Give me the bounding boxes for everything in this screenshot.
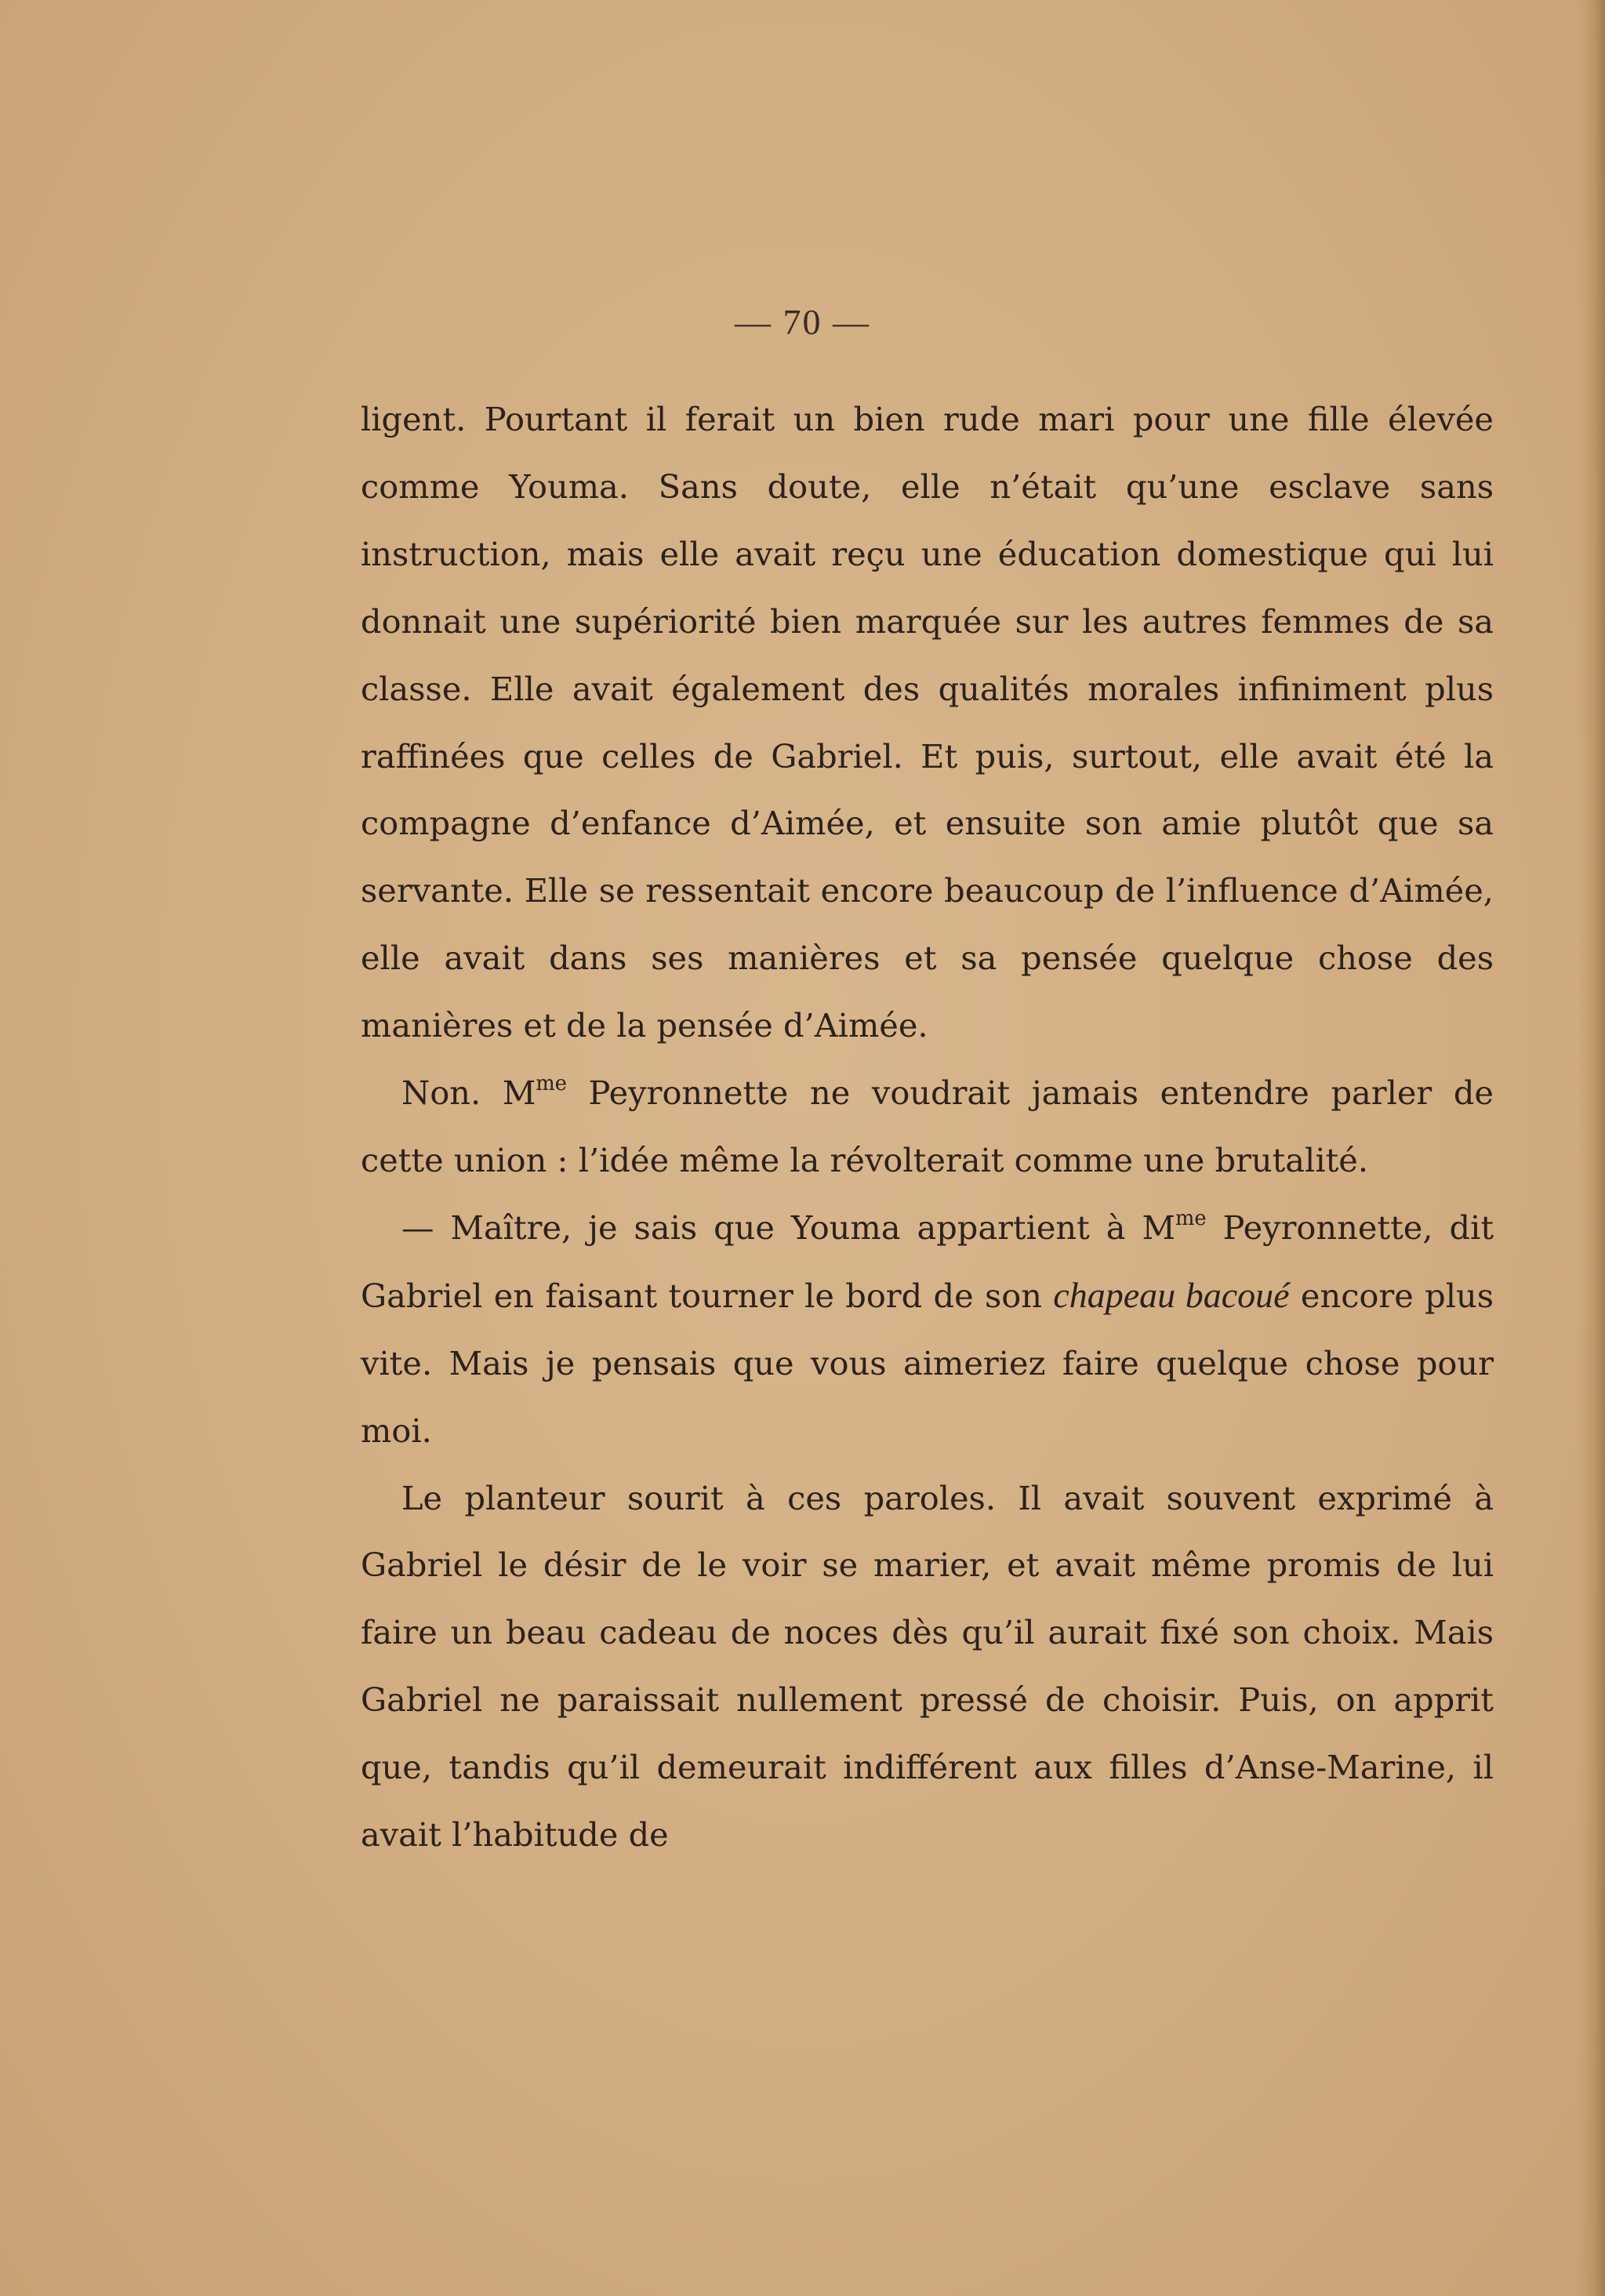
paragraph-2 — [361, 1059, 1494, 1194]
paragraph-3 — [361, 1194, 1494, 1465]
body-text — [361, 386, 1494, 1869]
paragraph-2-part-2: Peyronnette ne voudrait jamais entendre parler de cette union : l’idée même la révolterait comme une brutalité. — [361, 1074, 1494, 1179]
paragraph-1: ligent. Pourtant il ferait un bien rude mari pour une fille élevée comme Youma. Sans doute, elle n’était qu’une esclave sans instruction, mais elle avait reçu une éducation domestique qui lui donnait une supériorité bien marquée sur les autres femmes de sa classe. Elle avait également des qualités morales infiniment plus raffinées que celles de Gabriel. Et puis, surtout, elle avait été la compagne d’enfance d’Aimée, et ensuite son amie plutôt que sa servante. Elle se ressentait encore beaucoup de l’influence d’Aimée, elle avait dans ses manières et sa pensée quelque chose des manières et de la pensée d’Aimée. — [361, 400, 1494, 1045]
paragraph-3-part-2: Peyronnette, dit Gabriel en faisant tourner le bord de son — [361, 1208, 1494, 1315]
paragraph-4: Le planteur sourit à ces paroles. Il avait souvent exprimé à Gabriel le désir de le voir se marier, et avait même promis de lui faire un beau cadeau de noces dès qu’il aurait fixé son choix. Mais Gabriel ne paraissait nullement pressé de choisir. Puis, on apprit que, tandis qu’il demeurait indifférent aux filles d’Anse-Marine, il avait l’habitude de — [361, 1478, 1494, 1855]
paragraph-3-part-3: encore plus vite. Mais je pensais que vous aimeriez faire quelque chose pour moi. — [361, 1276, 1494, 1450]
paragraph-3-part-1: — Maître, je sais que Youma appartient à M — [401, 1208, 1175, 1247]
page-number: — 70 — — [735, 302, 870, 342]
paragraph-2-superscript: me — [536, 1072, 567, 1096]
paragraph-3-superscript: me — [1175, 1206, 1207, 1230]
paragraph-3-italic: chapeau bacoué — [1053, 1274, 1290, 1315]
paragraph-2-part-1: Non. M — [401, 1074, 536, 1113]
page-edge-shadow — [1578, 0, 1605, 2296]
